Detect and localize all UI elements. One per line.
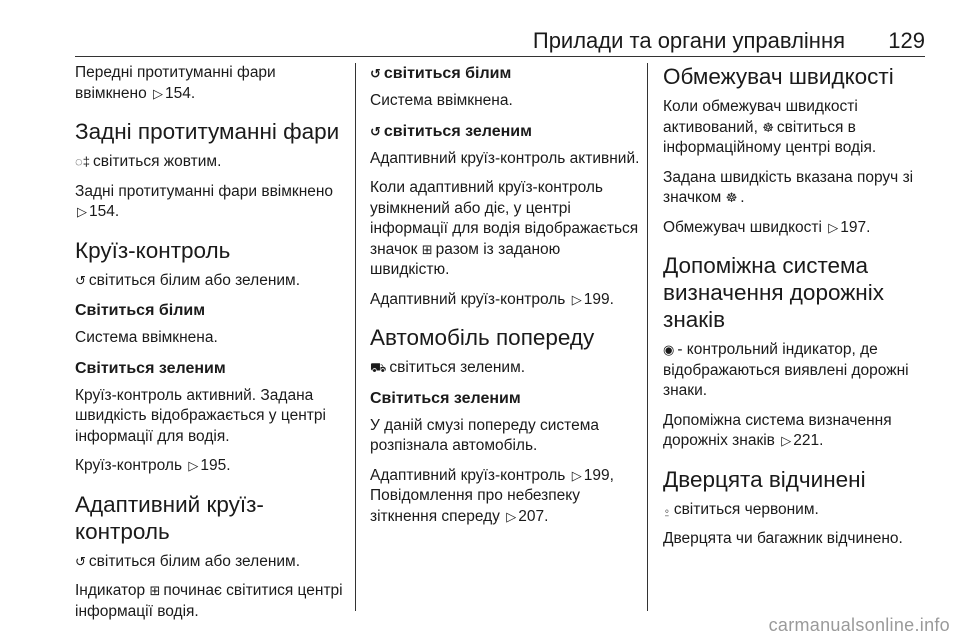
section-heading-door: Дверцята відчинені (663, 466, 866, 492)
watermark: carmanualsonline.info (768, 615, 950, 635)
section-heading-rear-fog: Задні протитуманні фари (75, 119, 340, 144)
page-ref[interactable]: 154. (89, 203, 120, 220)
subheading-green: Світиться зеленим (370, 389, 521, 407)
subheading-white: ↺ світиться білим (370, 65, 512, 82)
speed-limiter-icon: ☸ (725, 190, 738, 205)
speed-limiter-icon: ☸ (762, 119, 774, 135)
vehicle-ahead-status: ⛟ світиться зеленим. (370, 358, 640, 379)
traffic-sign-icon: ◉ (663, 342, 675, 357)
limiter-link: Обмежувач швидкості ▷ 197. (663, 218, 929, 239)
page-ref[interactable]: 197. (840, 218, 871, 236)
page-ref[interactable]: 195. (200, 457, 231, 474)
subheading-green: Світиться зеленим (75, 359, 226, 377)
rear-fog-light-icon: ◌‡ (75, 154, 90, 169)
adaptive-white-text: Система ввімкнена. (370, 92, 513, 109)
page-header (75, 26, 925, 57)
page-ref-icon: ▷ (77, 204, 87, 219)
door-open-icon: ⍛ (663, 501, 671, 517)
cruise-status: ↺ світиться білим або зеленим. (75, 271, 343, 292)
limiter-text-1: Коли обмежувач швидкості активований, ☸ світиться в інформаційному центрі водія. (663, 98, 877, 156)
cruise-link: Круїз-контроль ▷ 195. (75, 456, 343, 477)
adaptive-status: ↺ світиться білим або зеленим. (75, 552, 343, 573)
door-status: ⍛ світиться червоним. (663, 500, 929, 521)
adaptive-green-text: Адаптивний круїз-контроль активний. (370, 149, 640, 167)
cruise-green-text: Круїз-контроль активний. Задана швидкість відображається у центрі інформації для водія. (75, 386, 326, 445)
tsr-link: Допоміжна система визначення дорожніх знаків ▷ 221. (663, 411, 929, 452)
page-ref[interactable]: 221. (793, 432, 824, 449)
subheading-white: Світиться білим (75, 302, 206, 319)
adaptive-text: Індикатор ⊞ починає світитися центрі інформації водія. (75, 582, 343, 620)
cruise-white-text: Система ввімкнена. (75, 329, 218, 346)
column-left (75, 63, 343, 631)
limiter-text-2: Задана швидкість вказана поруч зі значком ☸ . (663, 168, 929, 209)
page-ref-icon: ▷ (571, 467, 582, 483)
door-text: Дверцята чи багажник відчинено. (663, 530, 903, 547)
adaptive-cruise-icon: ⊞ (421, 241, 433, 257)
section-heading-limiter: Обмежувач швидкості (663, 64, 894, 89)
section-heading-cruise: Круїз-контроль (75, 237, 231, 263)
adaptive-cruise-icon: ⊞ (149, 583, 161, 598)
section-heading-adaptive: Адаптивний круїз-контроль (75, 491, 264, 544)
vehicle-ahead-text: У даній смузі попереду система розпізнала автомобіль. (370, 416, 599, 454)
column-divider (647, 63, 648, 611)
page-number: 129 (888, 28, 925, 53)
vehicle-ahead-icon: ⛟ (370, 360, 387, 375)
page-ref[interactable]: 154. (165, 84, 196, 102)
page-ref[interactable]: 207. (518, 507, 549, 525)
column-right (663, 63, 929, 559)
page-ref-icon: ▷ (571, 291, 582, 307)
cruise-control-icon: ↺ (75, 553, 86, 569)
cruise-control-icon: ↺ (370, 123, 381, 139)
column-divider (355, 63, 356, 611)
page-ref-icon: ▷ (153, 85, 164, 101)
cruise-control-icon: ↺ (370, 66, 381, 81)
section-heading-tsr: Допоміжна система визначення дорожніх знаків (663, 253, 884, 332)
page-ref[interactable]: 199. (583, 290, 614, 308)
cruise-control-icon: ↺ (75, 272, 86, 288)
section-heading-vehicle-ahead: Автомобіль попереду (370, 325, 595, 350)
page-ref-icon: ▷ (506, 508, 517, 524)
page-ref-icon: ▷ (781, 433, 792, 448)
column-middle (370, 63, 640, 536)
page-ref-icon: ▷ (828, 219, 839, 235)
front-fog-text: Передні протитуманні фари ввімкнено ▷ 154. (75, 63, 343, 104)
vehicle-ahead-links: Адаптивний круїз-контроль ▷ 199, Повідомлення про небезпеку зіткнення спереду ▷ 207. (370, 466, 640, 528)
adaptive-link: Адаптивний круїз-контроль ▷ 199. (370, 290, 640, 311)
header-title: Прилади та органи управління (532, 28, 845, 53)
rear-fog-status: ◌‡ світиться жовтим. (75, 152, 343, 173)
subheading-green: ↺ світиться зеленим (370, 122, 532, 140)
tsr-text: ◉ - контрольний індикатор, де відображаються виявлені дорожні знаки. (663, 341, 909, 399)
page-ref-icon: ▷ (188, 458, 199, 473)
adaptive-engaged-text: Коли адаптивний круїз-контроль увімкнений або діє, у центрі інформації для водія відображається значок ⊞ разом із заданою швидкістю. (370, 179, 639, 278)
page-ref[interactable]: 199, (583, 466, 614, 484)
rear-fog-text: Задні протитуманні фари ввімкнено ▷ 154. (75, 182, 343, 223)
